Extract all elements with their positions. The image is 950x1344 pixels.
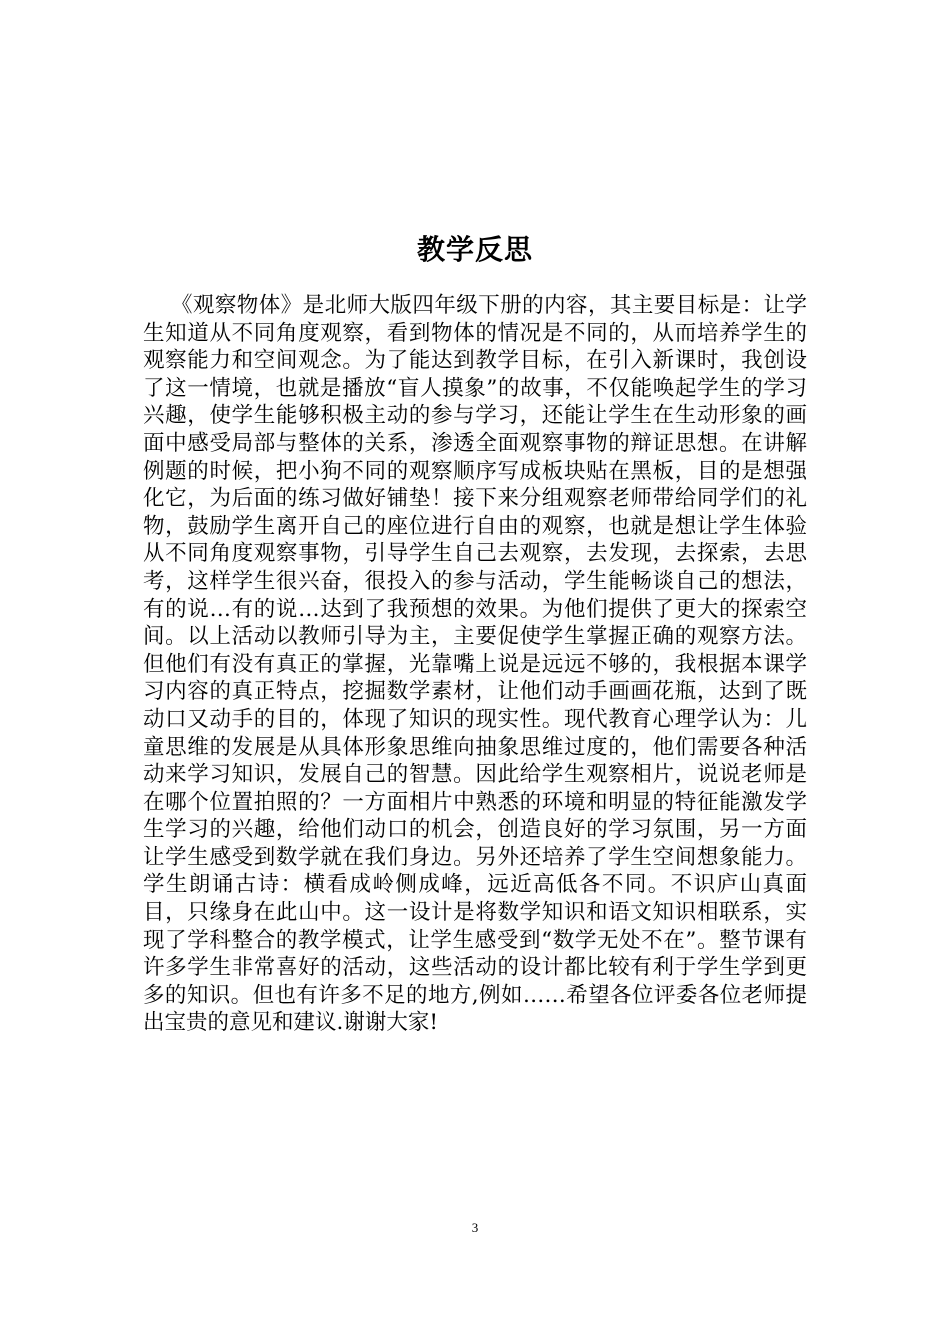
page-number: 3	[471, 1220, 479, 1235]
document-title: 教学反思	[416, 233, 533, 266]
body-paragraph: 《观察物体》是北师大版四年级下册的内容，其主要目标是：让学生知道从不同角度观察，看到物体的情况是不同的，从而培养学生的观察能力和空间观念。为了能达到教学目标，在引入新课时，我创设了这一情境，也就是播放“盲人摸象”的故事，不仅能唤起学生的学习兴趣，使学生能够积极主动的参与学习，还能让学生在生动形象的画面中感受局部与整体的关系，渗透全面观察事物的辩证思想。在讲解例题的时候，把小狗不同的观察顺序写成板块贴在黑板，目的是想强化它，为后面的练习做好铺垫！接下来分组观察老师带给同学们的礼物，鼓励学生离开自己的座位进行自由的观察，也就是想让学生体验从不同角度观察事物，引导学生自己去观察，去发现，去探索，去思考，这样学生很兴奋，很投入的参与活动，学生能畅谈自己的想法，有的说…有的说…达到了我预想的效果。为他们提供了更大的探索空间。以上活动以教师引导为主，主要促使学生掌握正确的观察方法。但他们有没有真正的掌握，光靠嘴上说是远远不够的，我根据本课学习内容的真正特点，挖掘数学素材，让他们动手画画花瓶，达到了既动口又动手的目的，体现了知识的现实性。现代教育心理学认为：儿童思维的发展是从具体形象思维向抽象思维过度的，他们需要各种活动来学习知识，发展自己的智慧。因此给学生观察相片，说说老师是在哪个位置拍照的？一方面相片中熟悉的环境和明显的特征能激发学生学习的兴趣，给他们动口的机会，创造良好的学习氛围，另一方面让学生感受到数学就在我们身边。另外还培养了学生空间想象能力。学生朗诵古诗：横看成岭侧成峰，远近高低各不同。不识庐山真面目，只缘身在此山中。这一设计是将数学知识和语文知识相联系，实现了学科整合的教学模式，让学生感受到“数学无处不在”。整节课有许多学生非常喜好的活动，这些活动的设计都比较有利于学生学到更多的知识。但也有许多不足的地方,例如……希望各位评委各位老师提出宝贵的意见和建议.谢谢大家!	[143, 293, 807, 1036]
